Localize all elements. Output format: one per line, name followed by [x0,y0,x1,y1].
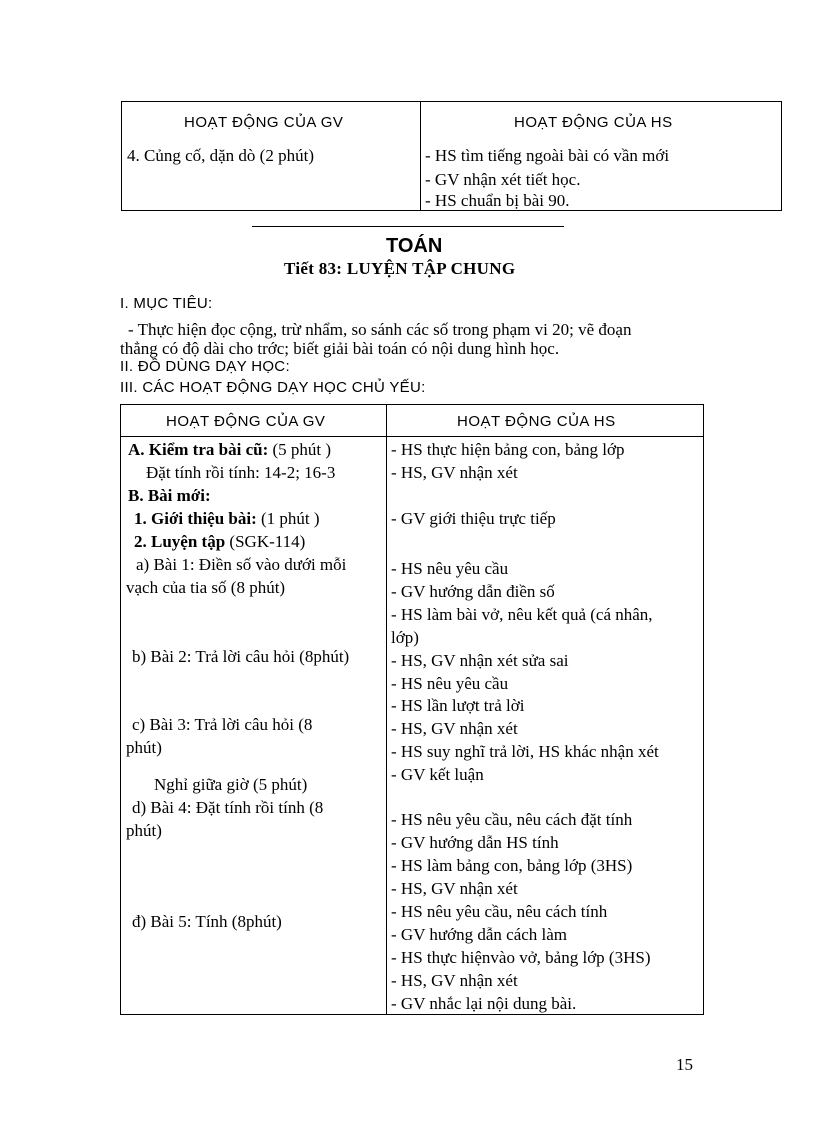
objectives-line: thẳng có độ dài cho trớc; biết giải bài toán có nội dung hình học. [120,339,560,358]
header-student-activity: HOẠT ĐỘNG CỦA HS [457,413,616,430]
exercise-2: b) Bài 2: Trả lời câu hỏi (8phút) [132,647,350,666]
hs-item: - HS suy nghĩ trả lời, HS khác nhận xét [391,742,659,761]
hs-cell: - GV nhận xét tiết học. [425,170,581,189]
hs-item: - HS làm bài vở, nêu kết quả (cá nhân, [391,605,653,624]
hs-item: - GV giới thiệu trực tiếp [391,509,556,528]
section-b: B. Bài mới: [128,486,211,505]
section-a-title: A. Kiểm tra bài cũ: [128,440,269,459]
hs-item: - HS thực hiện bảng con, bảng lớp [391,440,625,459]
objectives-heading: I. MỤC TIÊU: [120,295,213,312]
step-intro [134,509,320,529]
section-a-time: (5 phút ) [268,440,332,459]
objectives-line: - Thực hiện đọc cộng, trừ nhẩm, so sánh các số trong phạm vi 20; vẽ đoạn [128,320,632,339]
section-a-detail: Đặt tính rồi tính: 14-2; 16-3 [146,463,336,482]
hs-item: - GV nhắc lại nội dung bài. [391,994,577,1013]
hs-item: - HS, GV nhận xét [391,971,518,990]
hs-item: - HS, GV nhận xét [391,719,518,738]
hs-item: - GV hướng dẫn điền số [391,582,555,601]
hs-item: - HS, GV nhận xét [391,463,518,482]
step-intro-title: 1. Giới thiệu bài: [134,509,257,528]
exercise-4: d) Bài 4: Đặt tính rồi tính (8 [132,798,324,817]
step-practice [134,532,305,552]
activities-heading: III. CÁC HOẠT ĐỘNG DẠY HỌC CHỦ YẾU: [120,379,426,396]
materials-heading: II. ĐỒ DÙNG DẠY HỌC: [120,358,290,375]
column-divider [420,102,421,210]
lesson-title: Tiết 83: LUYỆN TẬP CHUNG [284,259,516,278]
hs-item: - HS nêu yêu cầu [391,559,509,578]
hs-item: - GV kết luận [391,765,484,784]
gv-cell: 4. Củng cố, dặn dò (2 phút) [127,146,314,165]
hs-item: - HS nêu yêu cầu, nêu cách đặt tính [391,810,633,829]
hs-item: - GV hướng dẫn cách làm [391,925,568,944]
hs-item: - HS lần lượt trả lời [391,696,525,715]
section-a [128,440,331,460]
step-practice-title: 2. Luyện tập [134,532,226,551]
exercise-5: đ) Bài 5: Tính (8phút) [132,912,282,931]
hs-item: - HS làm bảng con, bảng lớp (3HS) [391,856,633,875]
hs-item: lớp) [391,628,419,647]
separator-line [252,226,564,227]
hs-item: - GV hướng dẫn HS tính [391,833,559,852]
hs-item: - HS thực hiệnvào vở, bảng lớp (3HS) [391,948,651,967]
header-teacher-activity: HOẠT ĐỘNG CỦA GV [166,413,326,430]
exercise-1: a) Bài 1: Điền số vào dưới mỗi [136,555,347,574]
exercise-4: phút) [126,821,162,840]
hs-item: - HS nêu yêu cầu [391,674,509,693]
subject-title: TOÁN [386,235,443,257]
exercise-3: phút) [126,738,162,757]
step-intro-time: (1 phút ) [256,509,320,528]
hs-cell: - HS chuẩn bị bài 90. [425,191,570,210]
hs-item: - HS, GV nhận xét [391,879,518,898]
exercise-1: vạch của tia số (8 phút) [126,578,286,597]
step-practice-ref: (SGK-114) [225,532,306,551]
main-activity-table [120,404,704,1015]
page-number: 15 [676,1055,693,1074]
header-teacher-activity: HOẠT ĐỘNG CỦA GV [184,114,344,131]
break-time: Nghỉ giữa giờ (5 phút) [154,775,308,794]
header-divider [121,436,703,437]
hs-cell: - HS tìm tiếng ngoài bài có vần mới [425,146,670,165]
header-student-activity: HOẠT ĐỘNG CỦA HS [514,114,673,131]
hs-item: - HS nêu yêu cầu, nêu cách tính [391,902,608,921]
hs-item: - HS, GV nhận xét sửa sai [391,651,569,670]
exercise-3: c) Bài 3: Trả lời câu hỏi (8 [132,715,313,734]
column-divider [386,405,387,1014]
top-activity-table [121,101,782,211]
